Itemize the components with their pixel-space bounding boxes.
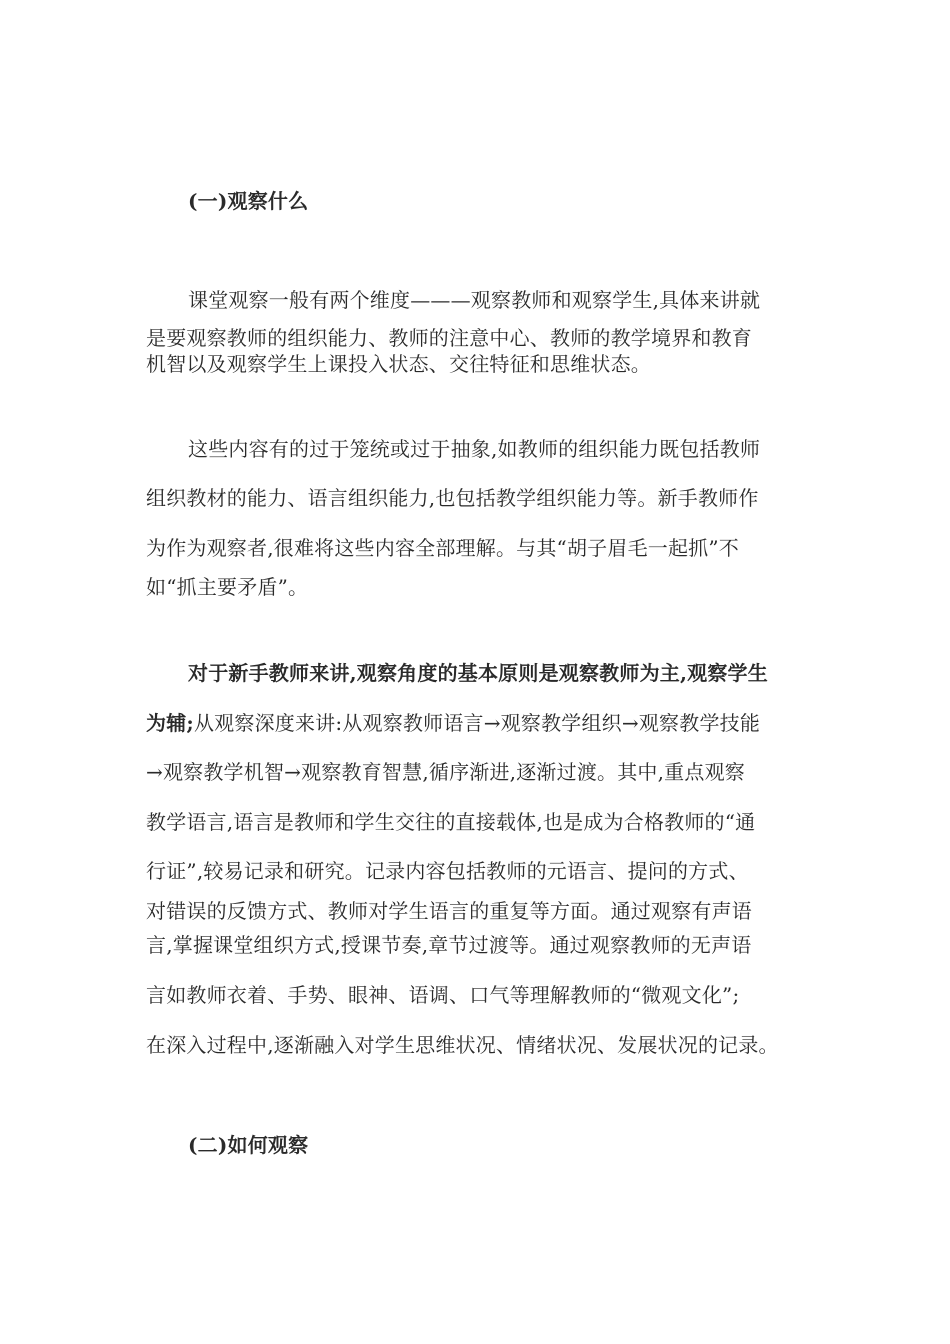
paragraph-line (146, 710, 816, 736)
paragraph-line: 行证”,较易记录和研究。记录内容包括教师的元语言、提问的方式、 (146, 859, 749, 883)
paragraph-line: 在深入过程中,逐渐融入对学生思维状况、情绪状况、发展状况的记录。 (146, 1033, 779, 1057)
paragraph-line: 组织教材的能力、语言组织能力,也包括教学组织能力等。新手教师作 (146, 486, 759, 510)
paragraph-line: →观察教学机智→观察教育智慧,循序渐进,逐渐过渡。其中,重点观察 (146, 760, 745, 784)
paragraph-line: 言如教师衣着、手势、眼神、语调、口气等理解教师的“微观文化”; (146, 983, 740, 1007)
paragraph-line: 为作为观察者,很难将这些内容全部理解。与其“胡子眉毛一起抓”不 (146, 536, 740, 560)
section-heading-how-to-observe: (二)如何观察 (188, 1133, 309, 1157)
paragraph-line: 教学语言,语言是教师和学生交往的直接载体,也是成为合格教师的“通 (146, 810, 756, 834)
paragraph-line: 这些内容有的过于笼统或过于抽象,如教师的组织能力既包括教师 (188, 437, 761, 461)
paragraph-line: 是要观察教师的组织能力、教师的注意中心、教师的教学境界和教育 (146, 326, 752, 350)
regular-text: 从观察深度来讲:从观察教师语言→观察教学组织→观察教学技能 (193, 711, 761, 735)
bold-text: 为辅; (146, 711, 194, 735)
paragraph-line: 言,掌握课堂组织方式,授课节奏,章节过渡等。通过观察教师的无声语 (146, 933, 752, 957)
paragraph-line: 对错误的反馈方式、教师对学生语言的重复等方面。通过观察有声语 (146, 899, 752, 923)
paragraph-line: 机智以及观察学生上课投入状态、交往特征和思维状态。 (146, 352, 651, 376)
paragraph-line-bold: 对于新手教师来讲,观察角度的基本原则是观察教师为主,观察学生 (188, 661, 768, 685)
paragraph-line: 如“抓主要矛盾”。 (146, 575, 309, 599)
section-heading-what-to-observe: (一)观察什么 (188, 189, 309, 213)
paragraph-line: 课堂观察一般有两个维度———观察教师和观察学生,具体来讲就 (188, 288, 761, 312)
